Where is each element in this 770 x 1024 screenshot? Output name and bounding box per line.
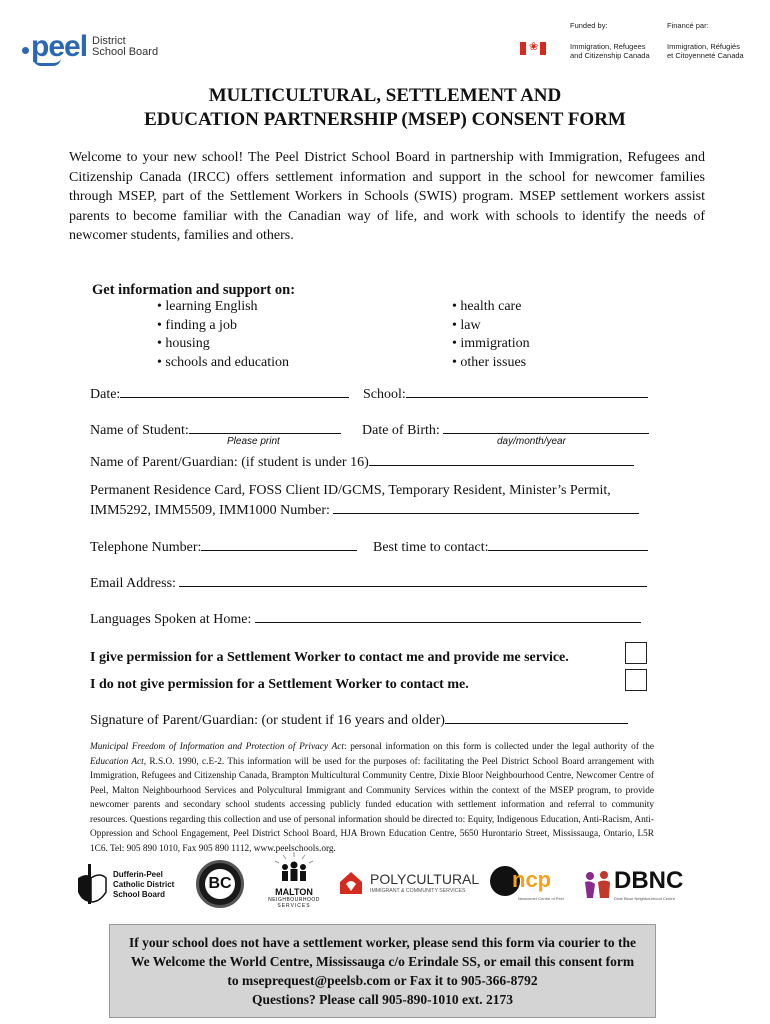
dob-label: Date of Birth: [362,423,440,438]
support-heading: Get information and support on: [92,282,296,298]
peel-logo-subtitle: District School Board [92,35,159,58]
signature-field [90,710,628,730]
best-time-input[interactable] [488,537,648,551]
ncp-logo: ncp Newcomer Centre of Peel [490,864,562,908]
date-label: Date: [90,387,121,402]
date-input[interactable] [120,384,349,398]
dbnc-people-icon [582,868,614,900]
malton-logo: MALTON NEIGHBOURHOOD SERVICES [264,852,324,912]
pr-label-line1: Permanent Residence Card, FOSS Client ID/GCMS, Temporary Resident, Minister’s Permit, [90,483,611,498]
intro-paragraph: Welcome to your new school! The Peel District School Board in partnership with Immigration, Refugees and Citizenship Canada (IRCC) offers settlement information and support in the school for newcomer families through MSEP, part of the Settlement Workers in Schools (SWIS) program. MSEP settlement workers assist parents to become familiar with the Canadian way of life, and work with schools to identify the needs of newcomer students, families and others. [69,150,705,243]
permission-no-label: I do not give permission for a Settlement Worker to contact me. [90,677,469,692]
support-list-left [157,298,289,372]
parent-name-label: Name of Parent/Guardian: (if student is under 16) [90,455,369,470]
date-field [90,384,349,404]
polycultural-logo: POLYCULTURAL IMMIGRANT & COMMUNITY SERVICES [338,870,480,900]
funded-by-label: Funded by: [570,21,608,30]
dpcdsb-logo: Dufferin-Peel Catholic District School Board [74,862,180,906]
list-item: • learning English [157,299,258,314]
best-time-label: Best time to contact: [373,540,489,555]
signature-label: Signature of Parent/Guardian: (or student if 16 years and older) [90,713,445,728]
dbnc-logo: DBNC Dixie Bloor Neighbourhood Centre [582,866,694,906]
email-label: Email Address: [90,576,176,591]
permission-no-checkbox[interactable] [625,669,647,691]
pr-label-line2: IMM5292, IMM5509, IMM1000 Number: [90,503,330,518]
list-item: • finding a job [157,317,237,333]
best-time-field [373,537,648,557]
student-name-label: Name of Student: [90,423,189,438]
phone-label: Telephone Number: [90,540,202,555]
list-item: • other issues [452,354,527,370]
peel-smile-icon [33,58,61,66]
school-field [363,384,648,404]
peel-logo-word: peel [31,30,88,63]
page-title: MULTICULTURAL, SETTLEMENT AND EDUCATION PARTNERSHIP (MSEP) CONSENT FORM [144,85,626,130]
financed-by-label: Financé par: [667,21,709,30]
list-item: • health care [452,299,522,314]
school-label: School: [363,387,406,402]
dob-input[interactable] [443,420,649,434]
malton-people-icon [271,852,317,882]
email-field [90,573,647,593]
school-input[interactable] [406,384,648,398]
student-name-hint: Please print [227,436,280,447]
languages-label: Languages Spoken at Home: [90,612,252,627]
courier-instructions-box: If your school does not have a settlement worker, please send this form via courier to the We Welcome the World Centre, Mississauga c/o Erindale SS, or email this consent form to mseprequest@peelsb.com or Fax it to 905-366-8792 Questions? Please call 905-890-1010 ext. 2173 [109,924,656,1018]
pr-field [90,500,639,520]
canada-flag-icon [520,42,546,55]
pr-number-input[interactable] [333,500,639,514]
polycultural-house-icon [338,870,364,896]
phone-field [90,537,357,557]
peel-dot-icon [22,47,29,54]
permission-yes-label: I give permission for a Settlement Worker to contact me and provide me service. [90,650,569,665]
student-name-field [90,420,341,440]
dpcdsb-emblem-icon [74,862,108,906]
dob-hint: day/month/year [497,436,566,447]
list-item: • immigration [452,336,530,351]
list-item: • housing [157,336,210,351]
list-item: • schools and education [157,354,290,370]
parent-name-input[interactable] [369,452,634,466]
student-name-input[interactable] [189,420,341,434]
parent-name-field [90,452,634,472]
privacy-notice: Municipal Freedom of Information and Protection of Privacy Act: personal information on this form is collected under the legal authority of the Education Act, R.S.O. 1990, c.E-2. This information will be used for the purposes of: facilitating the Peel District School Board arrangement with Immigration, Refugees and Citizenship Canada, Brampton Multicultural Community Centre, Dixie Bloor Neighbourhood Centre, Newcomer Centre of Peel, Malton Neighbourhood Services and Polycultural Immigrant and Community Services within the context of the MSEP program, to provide newcomer parents and secondary school students accessing publicly funded education with settlement information and referral to community resources. Questions regarding this collection and use of personal information should be directed to: Equity, Indigenous Education, Anti-Racism, Anti-Oppression and School Engagement, Peel District School Board, HJA Brown Education Centre, 5650 Hurontario Street, Mississauga, Ontario, L5R 1C6. Tel: 905 890 1010, Fax 905 890 1112, www.peelschools.org. [90,742,654,854]
phone-input[interactable] [201,537,357,551]
languages-input[interactable] [255,609,641,623]
email-input[interactable] [179,573,647,587]
support-list-right [452,298,530,372]
financed-org: Immigration, Réfugiés et Citoyenneté Canada [667,42,744,60]
languages-field [90,609,641,629]
bmcc-logo: BC [196,860,244,908]
signature-input[interactable] [445,710,628,724]
funded-org: Immigration, Refugees and Citizenship Canada [570,42,650,60]
list-item: • law [452,317,481,333]
permission-yes-checkbox[interactable] [625,642,647,664]
